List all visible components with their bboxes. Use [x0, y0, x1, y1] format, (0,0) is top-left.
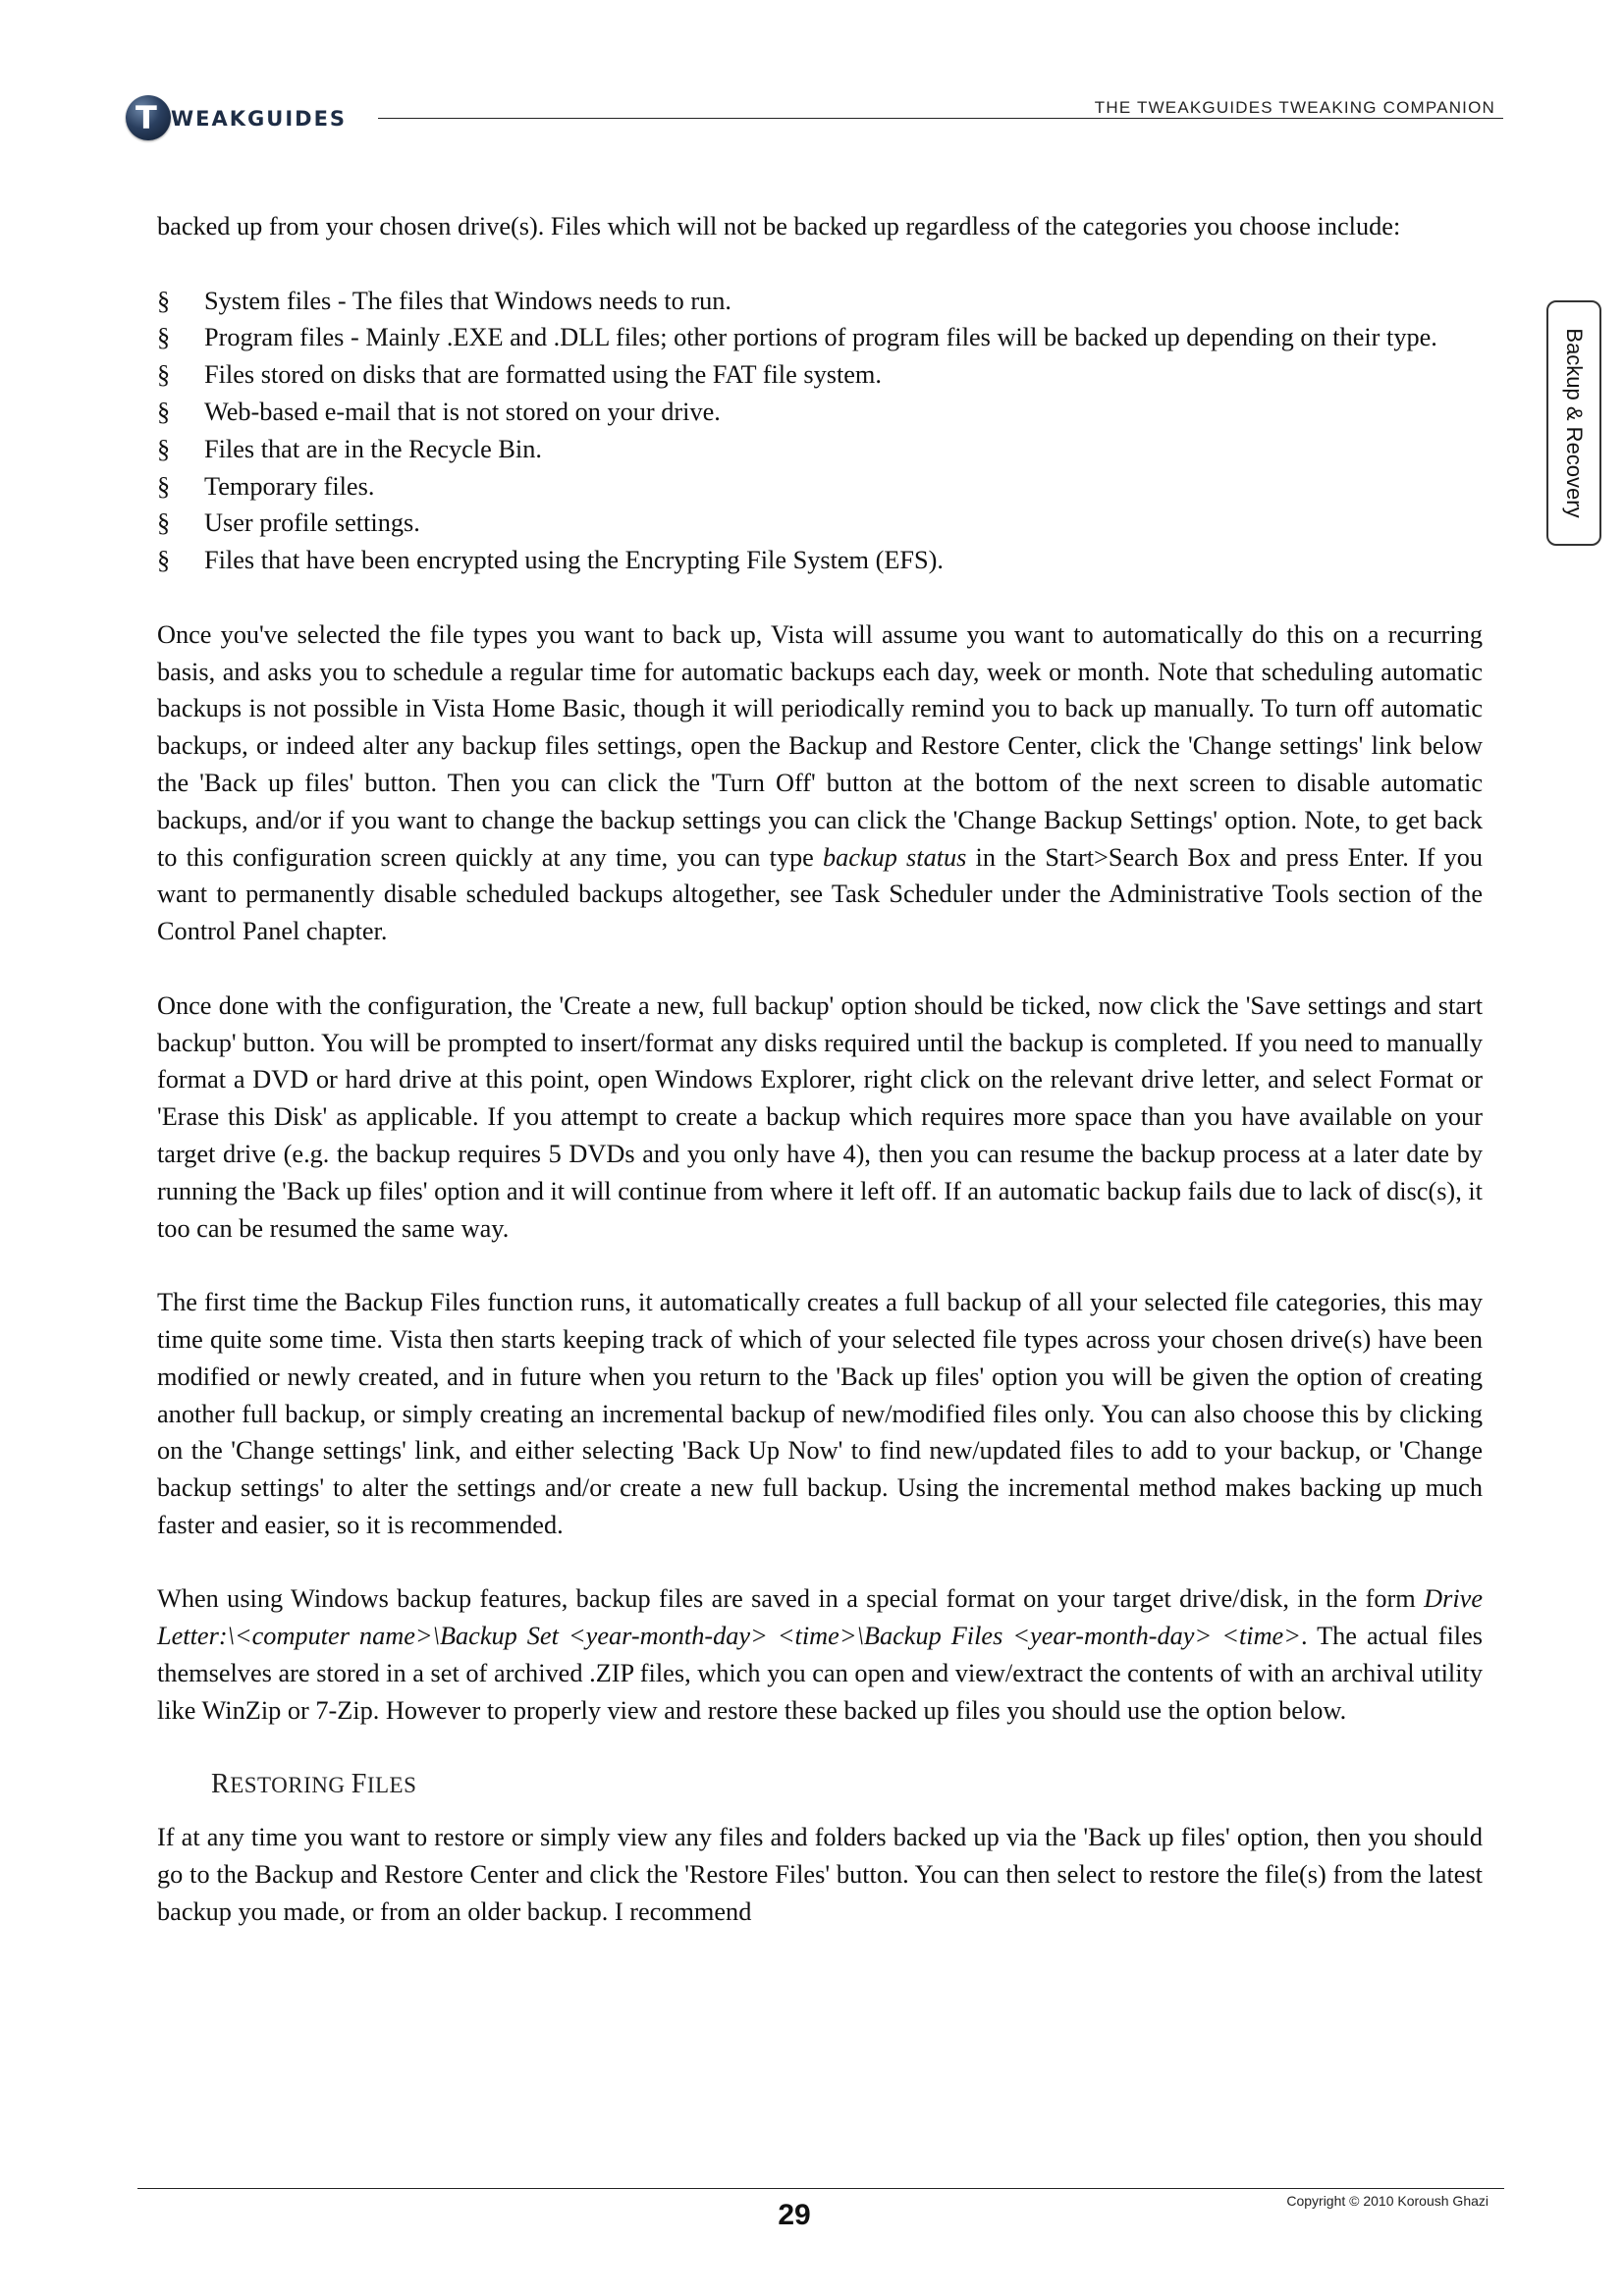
list-item-text: User profile settings.	[204, 508, 420, 538]
list-item-text: Files that are in the Recycle Bin.	[204, 434, 542, 463]
tweakguides-logo	[126, 95, 361, 144]
page-content	[157, 208, 1483, 1931]
bullet-marker: §	[157, 397, 171, 426]
bullet-marker: §	[157, 471, 171, 501]
bullet-marker: §	[157, 360, 171, 390]
list-item-text: Web-based e-mail that is not stored on your drive.	[204, 397, 721, 426]
list-item-text: Program files - Mainly .EXE and .DLL files; other portions of program files will be backed up depending on their type.	[204, 323, 1437, 352]
side-tab-backup-recovery	[1546, 300, 1601, 546]
excluded-files-list	[157, 283, 1483, 579]
list-item	[157, 356, 1483, 394]
heading-rest-2: ILES	[366, 1773, 417, 1798]
list-item	[157, 319, 1483, 356]
backup-format-text-b: . The actual files themselves are stored in a set of archived .ZIP files, which you can open and view/extract the contents of with an archival utility like WinZip or 7-Zip. However to properly view and restore these backed up files you should use the option below.	[157, 1622, 1483, 1725]
backup-format-paragraph	[157, 1580, 1483, 1729]
first-run-paragraph: The first time the Backup Files function runs, it automatically creates a full backup of all your selected file categories, this may time quite some time. Vista then starts keeping track of which of your selected file types across your chosen drive(s) have been modified or newly created, and in future when you return to the 'Back up files' option you will be given the option of creating another full backup, or simply creating an incremental backup of new/modified files only. You can also choose this by clicking on the 'Change settings' link, and either selecting 'Back Up Now' to find new/updated files to add to your backup, or 'Change backup settings' to alter the settings and/or create a new full backup. Using the incremental method makes backing up much faster and easier, so it is recommended.	[157, 1288, 1483, 1539]
list-item-text: System files - The files that Windows needs to run.	[204, 286, 731, 315]
restoring-paragraph: If at any time you want to restore or simply view any files and folders backed up via the 'Back up files' option, then you should go to the Backup and Restore Center and click the 'Restore Files' button. You can then select to restore the file(s) from the latest backup you made, or from an older backup. I recommend	[157, 1823, 1483, 1927]
configuration-paragraph: Once done with the configuration, the 'Create a new, full backup' option should be ticked, now click the 'Save settings and start backup' button. You will be prompted to insert/format any disks required until the backup is completed. If you need to manually format a DVD or hard drive at this point, open Windows Explorer, right click on the relevant drive letter, and select Format or 'Erase this Disk' as applicable. If you attempt to create a backup which requires more space than you have available on your target drive (e.g. the backup requires 5 DVDs and you only have 4), then you can resume the backup process at a later date by running the 'Back up files' option and it will continue from where it left off. If an automatic backup fails due to lack of disc(s), it too can be resumed the same way.	[157, 990, 1483, 1243]
heading-cap-r: R	[211, 1769, 231, 1800]
list-item	[157, 542, 1483, 579]
list-item	[157, 431, 1483, 468]
bullet-marker: §	[157, 286, 171, 315]
intro-paragraph: backed up from your chosen drive(s). Files which will not be backed up regardless of the categories you choose include:	[157, 212, 1401, 240]
list-item	[157, 283, 1483, 320]
list-item-text: Files that have been encrypted using the Encrypting File System (EFS).	[204, 546, 944, 575]
backup-path-term: Drive Letter:\<computer name>\Backup Set <year-month-day> <time>\Backup Files <year-month-day> <time>	[157, 1584, 1483, 1651]
page-number: 29	[778, 2199, 811, 2231]
header-divider	[378, 118, 1503, 119]
logo-text: WEAKGUIDES	[171, 107, 348, 131]
schedule-text-b: in the Start>Search Box and press Enter. If you want to permanently disable scheduled backups altogether, see Task Scheduler under the Administrative Tools section of the Control Panel chapter.	[157, 842, 1484, 946]
list-item	[157, 505, 1483, 542]
bullet-marker: §	[157, 546, 171, 575]
logo-initial: T	[135, 99, 157, 136]
header-title: THE TWEAKGUIDES TWEAKING COMPANION	[1094, 98, 1495, 117]
copyright-notice: Copyright © 2010 Koroush Ghazi	[1286, 2193, 1489, 2209]
side-tab-label: Backup & Recovery	[1562, 328, 1587, 518]
heading-cap-f: F	[351, 1769, 367, 1800]
bullet-marker: §	[157, 508, 171, 538]
list-item-text: Files stored on disks that are formatted using the FAT file system.	[204, 360, 882, 390]
backup-format-text-a: When using Windows backup features, backup files are saved in a special format on your target drive/disk, in the form	[157, 1584, 1425, 1614]
list-item	[157, 468, 1483, 506]
schedule-paragraph	[157, 616, 1483, 950]
bullet-marker: §	[157, 434, 171, 463]
schedule-command-term: backup status	[822, 842, 967, 872]
heading-rest-1: ESTORING	[230, 1773, 352, 1798]
section-heading-restoring-files	[211, 1766, 1483, 1804]
footer-divider	[137, 2188, 1504, 2189]
list-item	[157, 394, 1483, 431]
list-item-text: Temporary files.	[204, 471, 375, 501]
schedule-text-a: Once you've selected the file types you want to back up, Vista will assume you want to automatically do this on a recurring basis, and asks you to schedule a regular time for automatic backups each day, week or month. Note that scheduling automatic backups is not possible in Vista Home Basic, though it will periodically remind you to back up manually. To turn off automatic backups, or indeed alter any backup files settings, open the Backup and Restore Center, click the 'Change settings' link below the 'Back up files' button. Then you can click the 'Turn Off' button at the bottom of the next screen to disable automatic backups, and/or if you want to change the backup settings you can click the 'Change Backup Settings' option. Note, to get back to this configuration screen quickly at any time, you can type	[157, 619, 1483, 872]
bullet-marker: §	[157, 323, 171, 352]
